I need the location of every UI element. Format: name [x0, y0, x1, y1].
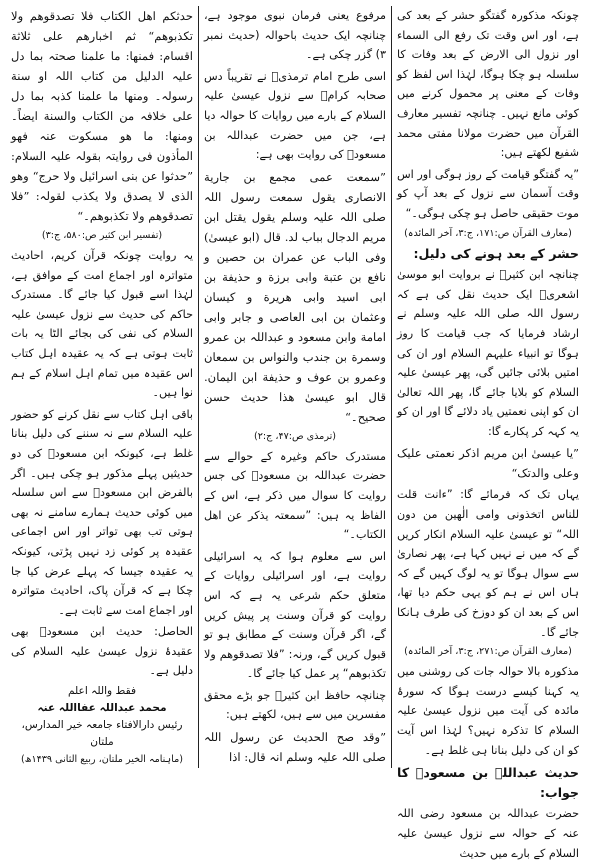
paragraph: اسی طرح امام ترمذیؒ نے تقریباً دس صحابہ کرامؓ سے نزول عیسیٰ علیہ السلام کے بارے میں روایات کا حوالہ دیا ہے، جن میں حضرت عبداللہ بن مسعودؓ کی روایت بھی ہے:	[204, 69, 386, 162]
citation: (ماہنامہ الخیر ملتان، ربیع الثانی ۱۴۳۹ھ)	[21, 754, 183, 766]
signature-line: فقط واللہ اعلم	[67, 685, 137, 698]
paragraph: اس سے معلوم ہوا کہ یہ اسرائیلی روایت ہے، اور اسرائیلی روایات کے متعلق حکم شرعی یہ ہے کہ اس روایت کو قرآن وسنت پر پیش کریں گے، اگر قرآن وسنت کے مطابق ہو تو قبول کریں گے، ورنہ: ”فلا تصدقوھم ولا تکذبوھم“ پر عمل کیا جائے گا۔	[204, 549, 386, 681]
paragraph: الحاصل: حدیث ابن مسعودؓ بھی عقیدۂ نزول عیسیٰ علیہ السلام کی دلیل ہے۔	[11, 625, 193, 678]
paragraph: چنانچہ حافظ ابن کثیرؒ جو بڑے محقق مفسرین میں سے ہیں، لکھتے ہیں:	[204, 688, 386, 722]
section-heading: حشر کے بعد ہونے کی دلیل:	[413, 245, 579, 261]
arabic-quote: ”سمعت عمی مجمع بن جاریة الانصاری یقول سمعت رسول اللہ صلی اللہ علیہ وسلم یقول یقتل ابن مریم الدجال بباب لد. قال (ابو عیسیٰ) وفی الباب عن عمران بن حصین و نافع بن عتبة وابی برزة و حذیفة بن ابی اسید وابی ھریرة و کیسان وعثمان بن ابی العاصی و جابر وابی امامة وابن مسعود و عبداللہ بن عمرو وسمرة بن جندب والنواس بن سمعان وعمرو بن عوف و حذیفة ابن الیمان. قال ابو عیسیٰ ھذا حدیث حسن صحیح۔“	[204, 169, 386, 424]
citation: (معارف القرآن ص:۱۷۱، ج:۳، آخر المائدہ)	[404, 227, 572, 239]
paragraph: چونکہ مذکورہ گفتگو حشر کے بعد کی ہے، اور اس وقت تک رفع الی السماء اور نزول الی الارض کے بعد وفات کا سلسلہ ہو چکا ہوگا، لہٰذا اس لفظ کو وفات کے معنی پر محمول کرنے میں کوئی مانع نہیں۔ چنانچہ تفسیر معارف القرآن میں حضرت مولانا مفتی محمد شفیع لکھتے ہیں:	[397, 9, 579, 160]
arabic-quote: ”وقد صح الحدیث عن رسول اللہ صلی اللہ علیہ وسلم انہ قال: اذا	[204, 730, 386, 765]
signature-line: رئیس دارالافتاء جامعہ خیر المدارس، ملتان	[21, 719, 183, 749]
paragraph: مذکورہ بالا حوالہ جات کی روشنی میں یہ کہنا کیسے درست ہوگا کہ سورۂ مائدہ کی آیت میں نزول عیسیٰ علیہ السلام کا تذکرہ نہیں؟ لہٰذا اس آیت کو ان کی دلیل بنانا ہی غلط ہے۔	[397, 665, 579, 757]
column-left	[6, 6, 198, 768]
paragraph: یہ روایت چونکہ قرآن کریم، احادیث متواترہ اور اجماع امت کے موافق ہے، لہٰذا اسے قبول کیا جائے گا۔ مستدرک حاکم کی حدیث سے نزول عیسیٰ علیہ السلام کی نفی کی بجائے الٹا یہ بات ثابت ہوتی ہے کہ یہ عقیدہ اہل کتاب اس عقیدہ میں تمام اہل اسلام کے ہم نوا ہیں۔	[11, 249, 193, 400]
arabic-quote: حدثکم اھل الکتاب فلا تصدقوھم ولا تکذبوھم“ ثم اخبارھم علی ثلاثة اقسام: فمنھا: ما علمنا صحتہ بما دل علیہ الدلیل من کتاب اللہ او سنة رسولہ۔ ومنھا ما علمنا کذبہ بما دل علی خلافہ من الکتاب والسنة ایضاً۔ ومنھا: ما ھو مسکوت عنہ فھو المأذون فی روایتہ بقولہ علیہ السلام: ”حدثوا عن بنی اسرائیل ولا حرج“ وھو الذی لا یصدق ولا یکذب لقولہ: ”فلا تصدقوھم ولا تکذبوھم۔“	[11, 9, 193, 223]
arabic-quote: ”یا عیسیٰ ابن مریم اذکر نعمتی علیک وعلی والدتک“	[397, 446, 579, 481]
section-heading: حدیث عبداللہ بن مسعودؓ کا جواب:	[397, 765, 579, 800]
column-middle	[199, 6, 391, 768]
citation: (ترمذی ص:۴۷، ج:۲)	[253, 430, 337, 442]
paragraph: چنانچہ ابن کثیرؒ نے بروایت ابو موسیٰ اشعریؓ ایک حدیث نقل کی ہے کہ رسول اللہ صلی اللہ علیہ وسلم نے ارشاد فرمایا کہ جب قیامت کا روز ہوگا تو انبیاء علیہم السلام اور ان کی امتیں بلائی جائیں گی، پھر عیسیٰ علیہ السلام کو بلایا جائے گا، پھر اللہ تعالیٰ ان کو اپنی نعمتیں یاد دلائے گا اور ان کو یہ کہہ کر پکارے گا:	[397, 268, 579, 438]
column-right	[392, 6, 584, 860]
paragraph: مرفوع یعنی فرمان نبوی موجود ہے، چنانچہ ایک حدیث باحوالہ (حدیث نمبر ۳) گزر چکی ہے۔	[204, 9, 386, 62]
citation: (تفسیر ابن کثیر ص:۵۸۰، ج:۳)	[41, 230, 163, 241]
paragraph: یہاں تک کہ فرمائے گا: ”ءانت قلت للناس اتخذونی وامی الٰھین من دون اللہ“ تو عیسیٰ علیہ السلام انکار کریں گے کہ میں نے نہیں کہا ہے، پھر نصاریٰ سے سوال ہوگا تو یہ لوگ کہیں گے کہ ہاں اس نے ہم کو یہی حکم دیا تھا، اس کے بعد ان کو دوزخ کی طرف ہانکا جائے گا۔	[397, 488, 579, 639]
citation: (معارف القرآن ص:۲۷۱، ج:۳، آخر المائدہ)	[404, 646, 572, 658]
paragraph: حضرت عبداللہ بن مسعود رضی اللہ عنہ کے حوالہ سے نزول عیسیٰ علیہ السلام کے بارے میں حدیث	[397, 807, 579, 860]
signature-name: محمد عبداللہ عفااللہ عنہ	[37, 702, 167, 715]
paragraph: ”یہ گفتگو قیامت کے روز ہوگی اور اس وقت آسمان سے نزول کے بعد آپ کو موت حقیقی حاصل ہو چکی ہوگی۔“	[397, 167, 579, 220]
paragraph: باقی اہل کتاب سے نقل کرنے کو حضور علیہ السلام سے نہ سننے کی دلیل بنانا غلط ہے، کیونکہ ابن مسعودؓ کی دو حدیثیں پہلے مذکور ہو چکی ہیں۔ اگر بالفرض ابن مسعودؓ سے اس سلسلہ میں کوئی حدیث ہمارے سامنے نہ بھی ہوتی تب بھی تواتر اور اس اجماعی عقیدہ پر کوئی زد نہیں پڑتی، کیونکہ یہ عقیدہ جیسا کہ پہلے عرض کیا جا چکا ہے کہ قرآن پاک، احادیث متواترہ اور اجماع امت سے ثابت ہے۔	[11, 407, 193, 617]
paragraph: مستدرک حاکم وغیرہ کے حوالے سے حضرت عبداللہ بن مسعودؓ کی جس روایت کا سوال میں ذکر ہے، اس کے الفاظ یہ ہیں: ”سمعتہ یذکر عن اھل الکتاب۔“	[204, 449, 386, 542]
